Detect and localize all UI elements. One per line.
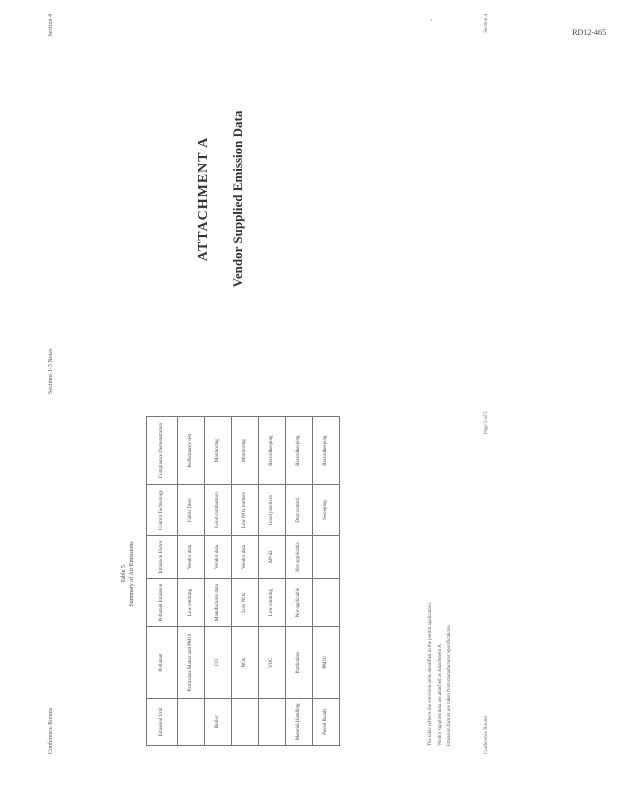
note-paragraph: Vendor supplied data are attached as Attachment A. [437, 642, 443, 746]
attachment-title: ATTACHMENT A [196, 136, 211, 262]
table-cell: Monitoring [232, 417, 259, 485]
attachment-subtitle: Vendor Supplied Emission Data [230, 110, 245, 288]
table-cell: Fabric filter [178, 485, 205, 536]
table-cell: Low NOx [232, 578, 259, 627]
table-cell: Manufacturer data [205, 578, 232, 627]
col-header: Emission Factor [147, 536, 178, 579]
col-header: Pollutant Emission [147, 578, 178, 627]
table-cell: Low emitting [259, 578, 286, 627]
table-cell: Monitoring [205, 417, 232, 485]
table-cell: VOC [259, 627, 286, 698]
col-header: Emission Unit [147, 698, 178, 745]
col-header: Control Technology [147, 485, 178, 536]
table-cell: Performance test [178, 417, 205, 485]
sheet-header-right: Section 4 [48, 14, 54, 37]
table-cell: Paved Roads [313, 698, 340, 745]
note-paragraph: Emission factors are taken from manufacturer specifications. [447, 624, 452, 746]
table-title-line-2: Summary of Air Emissions [129, 541, 135, 607]
table-row [259, 417, 286, 746]
table-cell: Not applicable [286, 536, 313, 579]
table-cell: Recordkeeping [313, 417, 340, 485]
footer-page-number: Page 5 of 5 [484, 411, 489, 434]
table-cell: Low emitting [178, 578, 205, 627]
col-header: Compliance Demonstration [147, 417, 178, 485]
col-header: Pollutant [147, 627, 178, 698]
table-cell: Sweeping [313, 485, 340, 536]
table-cell [313, 578, 340, 627]
table-header-row [147, 417, 178, 746]
rotated-sheet [46, 4, 496, 764]
table-cell: Vendor data [178, 536, 205, 579]
sheet-header-mid: Sections 1-3 Notes [48, 348, 54, 394]
footer-right: Section 4 [484, 14, 489, 33]
table-title [120, 424, 136, 724]
table-cell [232, 698, 259, 745]
table-row [205, 417, 232, 746]
table-cell: Good combustion [205, 485, 232, 536]
table-cell [259, 698, 286, 745]
table-cell: NOx [232, 627, 259, 698]
table-cell: CO [205, 627, 232, 698]
sheet-header-left: Conference Rooms [48, 707, 54, 754]
table-cell: PM10 [313, 627, 340, 698]
table-cell: Boiler [205, 698, 232, 745]
document-id: RD12-465 [572, 28, 606, 37]
table-cell: Not applicable [286, 578, 313, 627]
table-row [313, 417, 340, 746]
corner-mark: ` [430, 18, 433, 27]
table-notes [428, 416, 457, 746]
table-cell: Low NOx burners [232, 485, 259, 536]
table-cell: Recordkeeping [286, 417, 313, 485]
table-cell: Vendor data [232, 536, 259, 579]
table-cell: Particulate [286, 627, 313, 698]
table-row [232, 417, 259, 746]
note-paragraph: The table reflects the emission units identified in the permit application. [428, 602, 433, 746]
table-cell: AP-42 [259, 536, 286, 579]
footer-left: Conference Rooms [484, 715, 489, 754]
table-cell: Vendor data [205, 536, 232, 579]
table-cell: Dust control [286, 485, 313, 536]
table-row [286, 417, 313, 746]
attachment-block [196, 34, 246, 364]
table-row [178, 417, 205, 746]
table-cell: Good practices [259, 485, 286, 536]
table-cell [178, 698, 205, 745]
emissions-table [146, 416, 340, 746]
table-cell [313, 536, 340, 579]
table-cell: Material Handling [286, 698, 313, 745]
table-cell: Particulate Matter and PM10 [178, 627, 205, 698]
table-cell: Recordkeeping [259, 417, 286, 485]
table-title-line-1: Table 5 [121, 565, 127, 583]
